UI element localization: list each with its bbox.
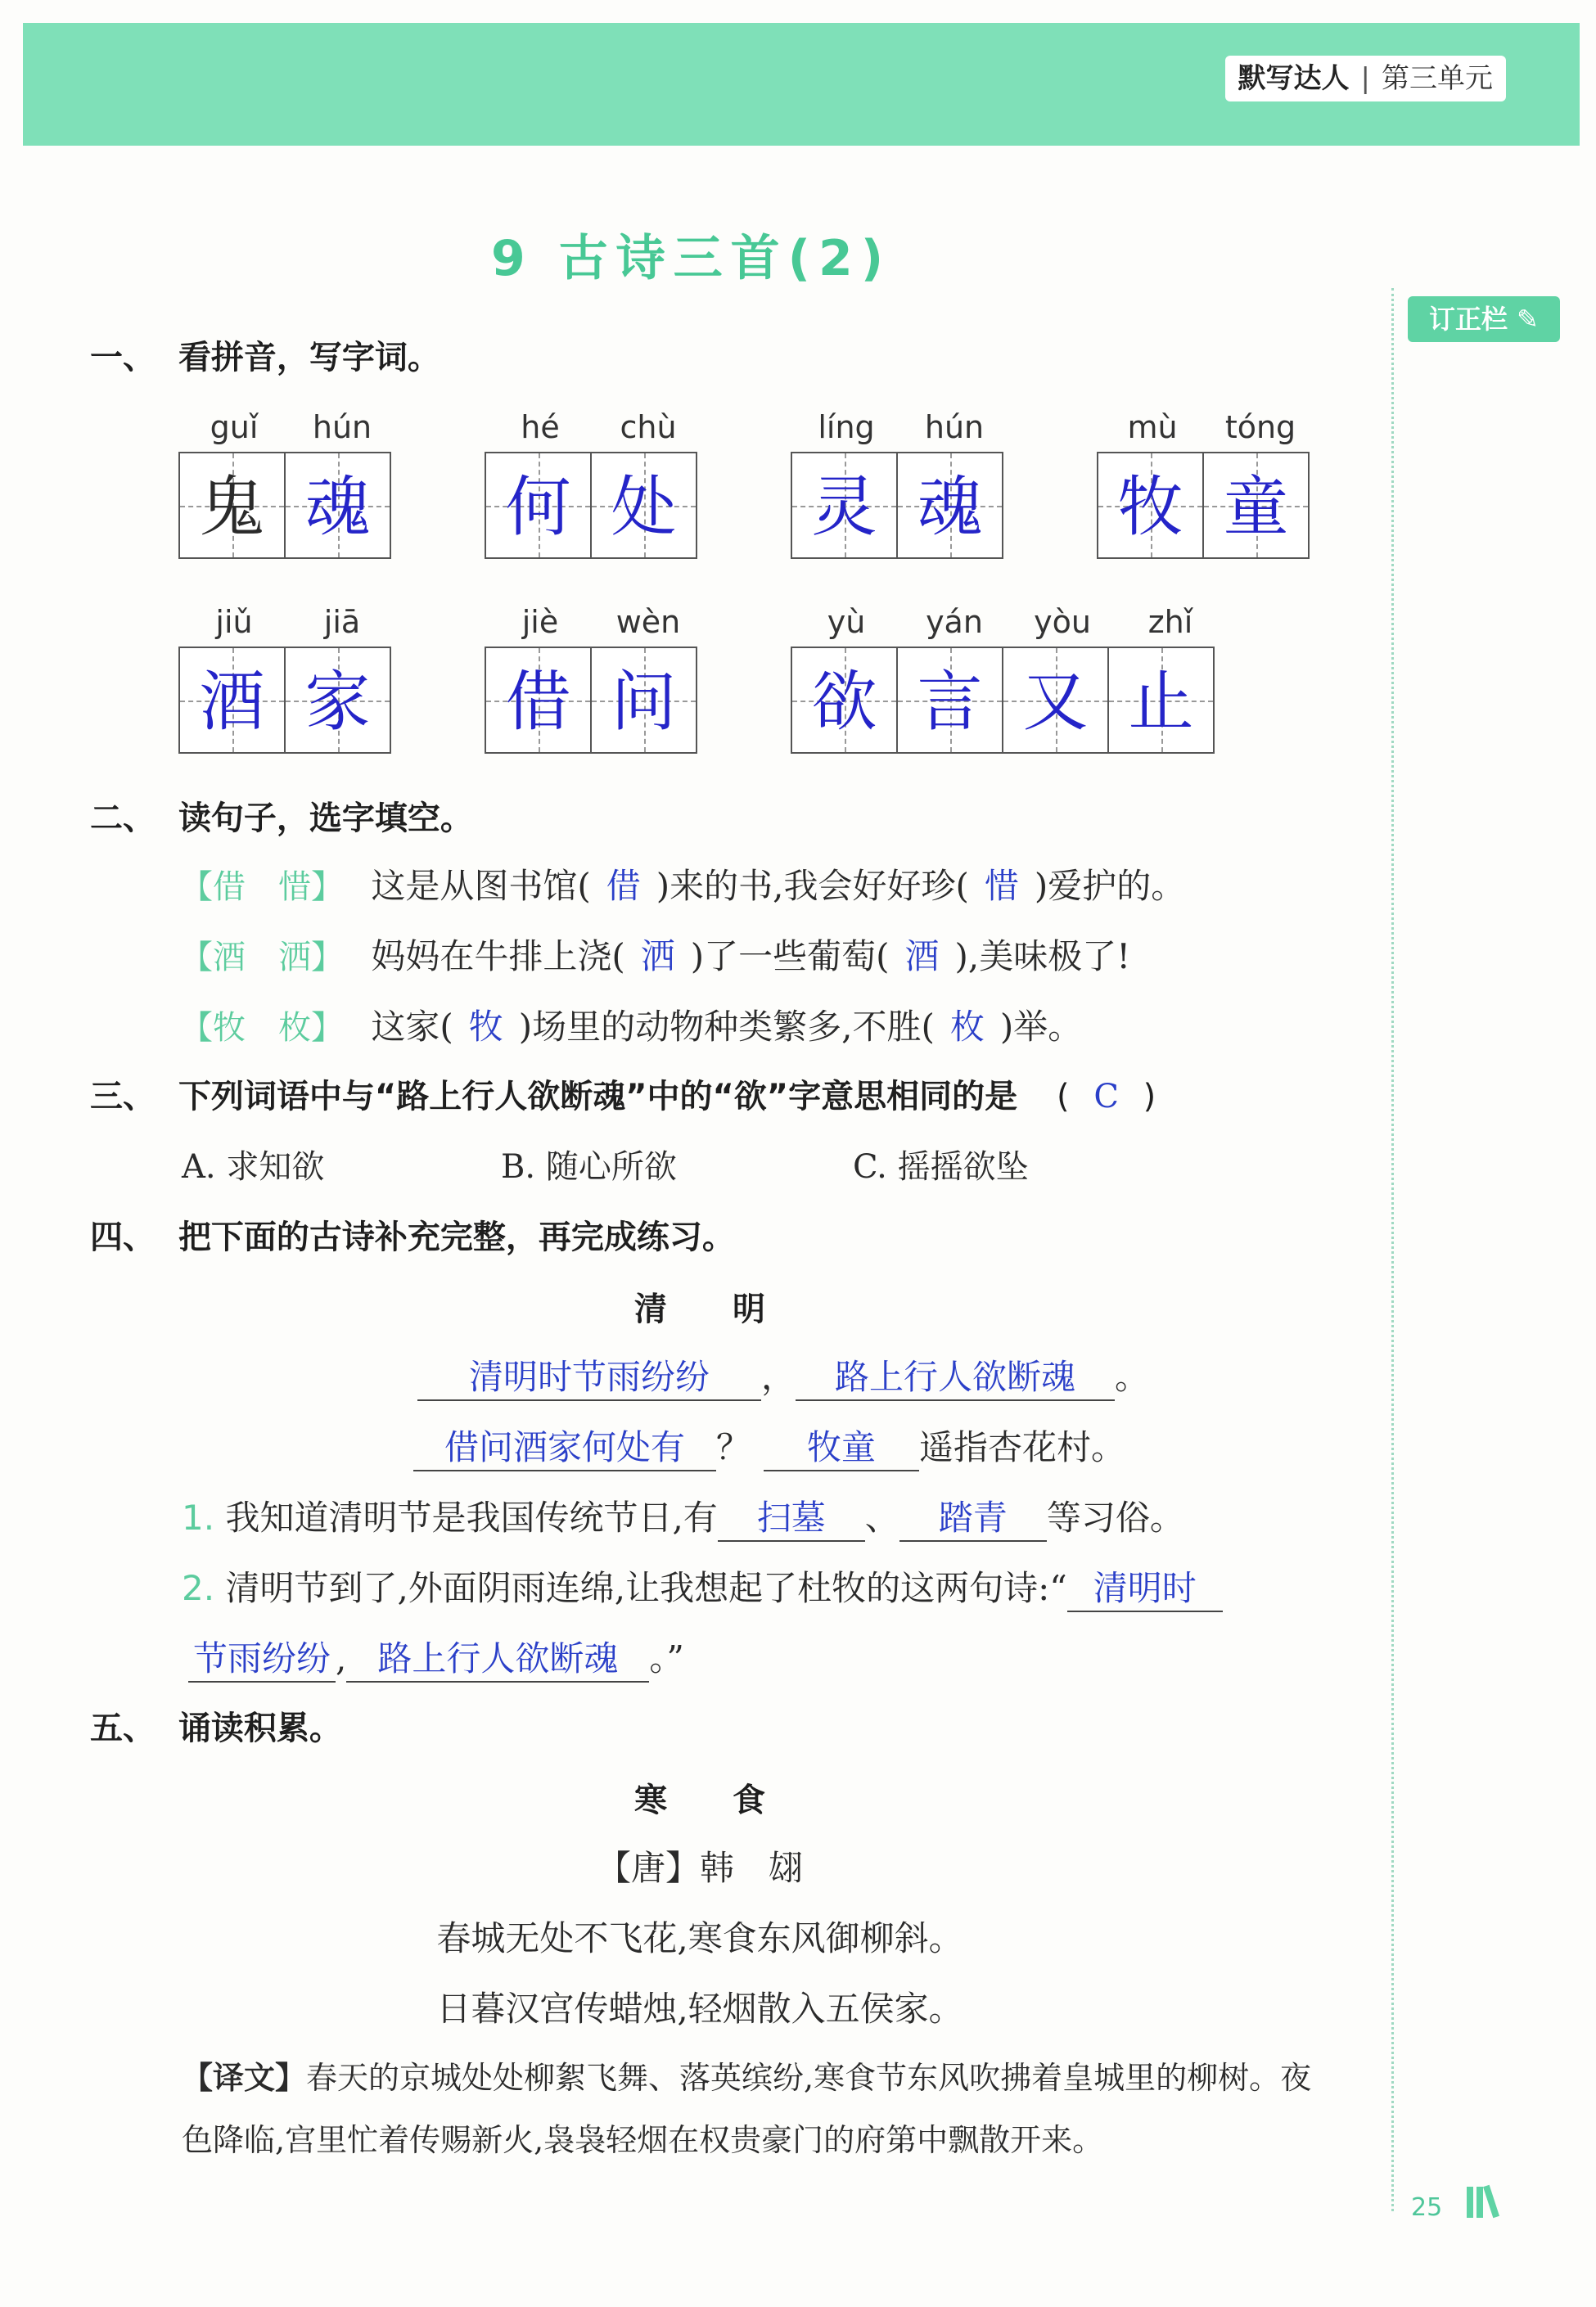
- sentence-text: ),美味极了!: [954, 936, 1131, 976]
- char: 止: [1128, 664, 1194, 740]
- answer: 借问酒家何处有: [413, 1421, 716, 1471]
- section-4-heading: [90, 1211, 735, 1258]
- question-2-cont: [188, 1632, 684, 1683]
- sentence-text: )了一些葡萄(: [690, 936, 890, 976]
- pinyin: zhǐ: [1147, 604, 1193, 640]
- answer: 路上行人欲断魂: [346, 1632, 649, 1683]
- char: 借: [505, 664, 571, 740]
- char-cell: [178, 647, 286, 754]
- answer: 扫墓: [718, 1491, 865, 1542]
- poem-line-1: 春城无处不飞花,寒食东风御柳斜。: [436, 1918, 963, 1958]
- unit-name: 第三单元: [1382, 62, 1493, 95]
- char-cell: [178, 452, 286, 559]
- pinyin: wèn: [615, 604, 681, 640]
- char: 问: [611, 664, 677, 740]
- fill-sentence: [180, 930, 1130, 979]
- answer: 枚: [949, 1007, 985, 1047]
- sentence-text: 这是从图书馆(: [371, 866, 591, 906]
- char-cell: [791, 452, 898, 559]
- section-2-heading: [90, 792, 473, 839]
- correction-label-text: 订正栏: [1429, 304, 1508, 335]
- section-number: 三、: [90, 1078, 156, 1115]
- lesson-title: 9 古诗三首(2): [491, 230, 892, 287]
- char-options: 【借 惜】: [180, 868, 344, 906]
- question-number: 2.: [182, 1568, 215, 1608]
- pinyin: jiā: [323, 604, 361, 640]
- char-cell: [1002, 647, 1109, 754]
- sentence-text: )场里的动物种类繁多,不胜(: [518, 1007, 935, 1047]
- question-text: 。”: [649, 1638, 684, 1678]
- section-title: 看拼音，写字词。: [178, 339, 440, 376]
- pinyin: jiè: [521, 604, 559, 640]
- choice-c: C. 摇摇欲坠: [853, 1148, 1029, 1186]
- char: 处: [611, 469, 677, 545]
- answer: C: [1093, 1078, 1119, 1115]
- char: 言: [917, 664, 983, 740]
- char-options: 【牧 枚】: [180, 1009, 344, 1047]
- pencil-icon: ✎: [1517, 304, 1539, 335]
- answer: 清明时节雨纷纷: [417, 1350, 761, 1401]
- section-title: 诵读积累。: [178, 1710, 342, 1747]
- char-options: 【酒 洒】: [180, 939, 344, 976]
- answer: 踏青: [899, 1491, 1047, 1542]
- sentence-text: 妈妈在牛排上浇(: [371, 936, 625, 976]
- char-cell: [590, 647, 697, 754]
- answer: 酒: [904, 936, 940, 976]
- word-block: [180, 604, 396, 754]
- char-cell: [284, 647, 391, 754]
- badge-divider: |: [1360, 62, 1370, 95]
- translation-label: 【译文】: [182, 2060, 307, 2096]
- char-cell: [1107, 647, 1215, 754]
- pinyin: chù: [620, 409, 677, 445]
- choice-row: [182, 1141, 1029, 1187]
- char-cell: [485, 647, 592, 754]
- char: 灵: [811, 469, 877, 545]
- answer: 牧童: [764, 1421, 919, 1471]
- correction-label: [1408, 296, 1560, 342]
- char: 家: [304, 664, 371, 740]
- pinyin: hún: [312, 409, 372, 445]
- pinyin: yán: [926, 604, 983, 640]
- section-5-heading: [90, 1702, 342, 1749]
- word-block: [180, 409, 396, 559]
- translation-line-2: 色降临,宫里忙着传赐新火,袅袅轻烟在权贵豪门的府第中飘散开来。: [182, 2122, 1104, 2158]
- section-number: 二、: [90, 800, 156, 837]
- pinyin: hé: [521, 409, 560, 445]
- word-block: [792, 409, 1008, 559]
- char-cell: [896, 452, 1003, 559]
- section-title: 下列词语中与“路上行人欲断魂”中的“欲”字意思相同的是: [178, 1078, 1018, 1115]
- question-number: 1.: [182, 1498, 215, 1538]
- pinyin: mù: [1127, 409, 1178, 445]
- section-title: 读句子，选字填空。: [178, 800, 473, 837]
- books-icon: [1465, 2183, 1514, 2223]
- unit-badge: [1225, 56, 1506, 101]
- section-3-heading: [90, 1070, 1156, 1117]
- punctuation: ，: [761, 1357, 796, 1397]
- answer: 清明时: [1067, 1561, 1223, 1612]
- poem-title: 清 明: [634, 1291, 765, 1328]
- char: 鬼: [199, 469, 265, 545]
- page-number: 25: [1411, 2193, 1443, 2222]
- poem-line-1: [417, 1350, 1149, 1401]
- fill-sentence: [180, 1000, 1082, 1049]
- char: 欲: [811, 664, 877, 740]
- section-1-heading: [90, 331, 440, 378]
- pinyin: hún: [924, 409, 985, 445]
- correction-column-divider: [1391, 288, 1394, 2211]
- question-text: 我知道清明节是我国传统节日,有: [225, 1498, 718, 1538]
- answer: 洒: [640, 936, 675, 976]
- poem-title: 寒 食: [634, 1782, 765, 1819]
- word-block: [792, 604, 1224, 754]
- sentence-text: )举。: [999, 1007, 1083, 1047]
- char-cell: [1097, 452, 1204, 559]
- translation-line-1: [182, 2052, 1311, 2097]
- section-number: 四、: [90, 1219, 156, 1256]
- word-block: [486, 409, 702, 559]
- poem-line-2: 日暮汉宫传蜡烛,轻烟散入五侯家。: [436, 1989, 963, 2029]
- char: 魂: [304, 469, 371, 545]
- translation-text: 春天的京城处处柳絮飞舞、落英缤纷,寒食节东风吹拂着皇城里的柳树。夜: [306, 2060, 1312, 2096]
- word-block: [1098, 409, 1314, 559]
- answer-paren: ( C ): [1057, 1078, 1156, 1115]
- pinyin: tóng: [1224, 409, 1296, 445]
- punctuation: 、: [864, 1498, 899, 1538]
- section-number: 一、: [90, 339, 156, 376]
- answer: 节雨纷纷: [188, 1632, 336, 1683]
- char-cell: [1202, 452, 1310, 559]
- fill-sentence: [180, 859, 1185, 908]
- question-1: [182, 1491, 1184, 1542]
- char-cell: [590, 452, 697, 559]
- char-cell: [896, 647, 1003, 754]
- pinyin: guǐ: [210, 409, 259, 445]
- char-cell: [791, 647, 898, 754]
- choice-a: A. 求知欲: [182, 1148, 325, 1186]
- char-cell: [284, 452, 391, 559]
- punctuation: ？: [716, 1427, 751, 1467]
- answer: 牧: [468, 1007, 503, 1047]
- section-number: 五、: [90, 1710, 156, 1747]
- char: 酒: [199, 664, 265, 740]
- pinyin: yòu: [1034, 604, 1091, 640]
- choice-b: B. 随心所欲: [501, 1148, 677, 1186]
- pinyin: yù: [827, 604, 866, 640]
- sentence-text: )爱护的。: [1034, 866, 1186, 906]
- poem-author: 【唐】韩 翃: [596, 1848, 803, 1888]
- char: 魂: [917, 469, 983, 545]
- question-2: [182, 1561, 1223, 1612]
- word-block: [486, 604, 702, 754]
- answer: 借: [606, 866, 641, 906]
- poem-line-2: [413, 1421, 1125, 1471]
- punctuation: 。: [1115, 1357, 1150, 1397]
- answer: 路上行人欲断魂: [796, 1350, 1115, 1401]
- char: 又: [1022, 664, 1089, 740]
- pinyin: jiǔ: [215, 604, 253, 640]
- section-title: 把下面的古诗补充完整，再完成练习。: [178, 1219, 735, 1256]
- question-text: 等习俗。: [1046, 1498, 1184, 1538]
- char: 童: [1223, 469, 1289, 545]
- char: 何: [505, 469, 571, 545]
- question-text: 清明节到了,外面阴雨连绵,让我想起了杜牧的这两句诗:“: [225, 1568, 1067, 1608]
- punctuation: ,: [336, 1638, 347, 1678]
- poem-text: 遥指杏花村。: [919, 1427, 1126, 1467]
- answer: 惜: [984, 866, 1019, 906]
- sentence-text: )来的书,我会好好珍(: [656, 866, 969, 906]
- char: 牧: [1117, 469, 1183, 545]
- pinyin: líng: [818, 409, 875, 445]
- series-name: 默写达人: [1238, 62, 1350, 95]
- sentence-text: 这家(: [371, 1007, 453, 1047]
- char-cell: [485, 452, 592, 559]
